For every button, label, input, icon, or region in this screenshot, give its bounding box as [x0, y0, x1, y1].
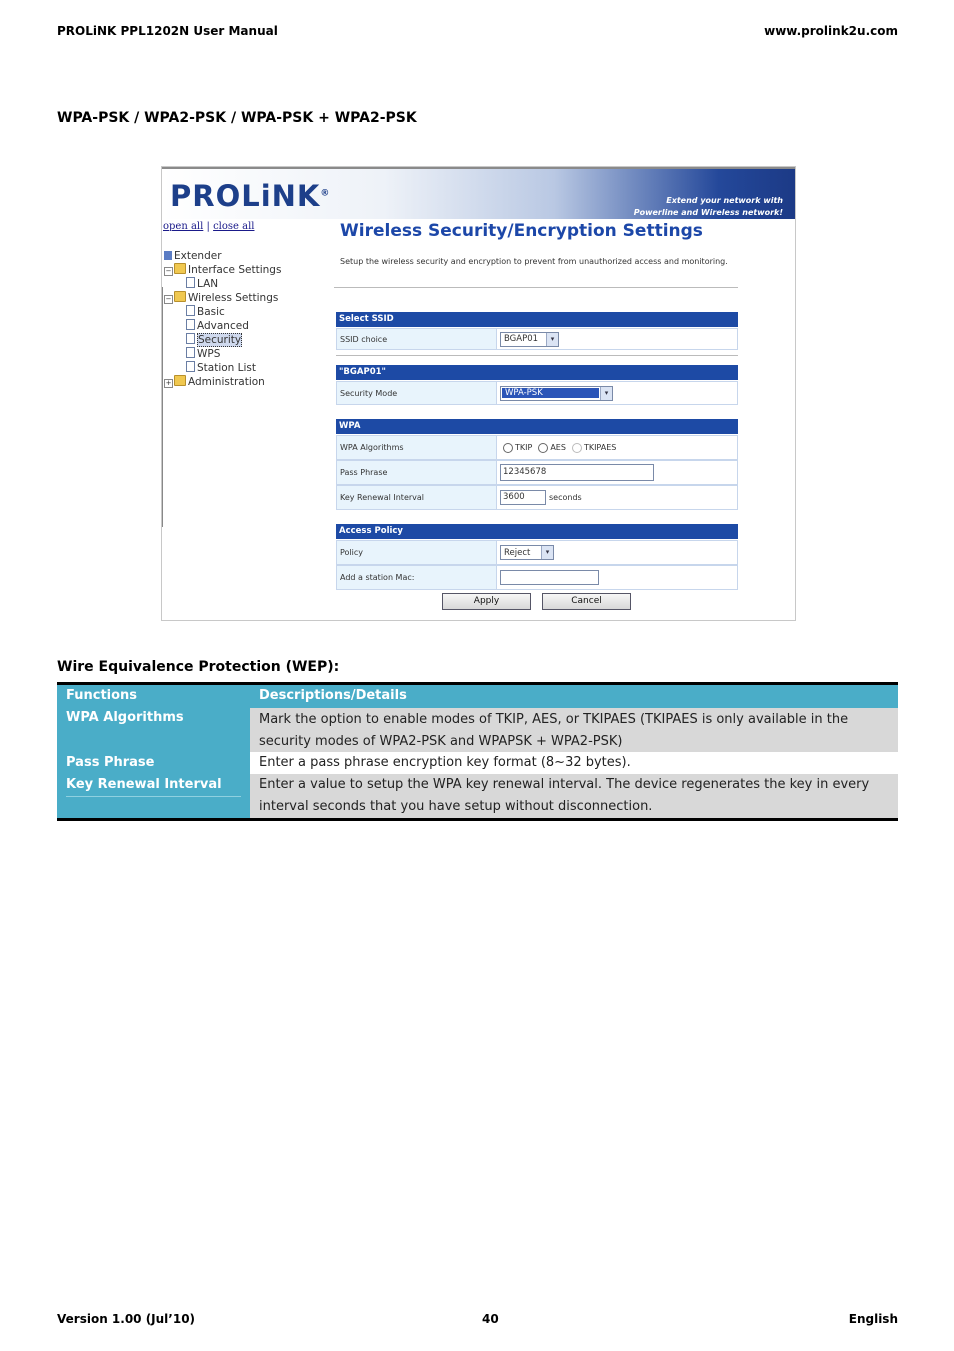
divider: [336, 355, 738, 356]
wpa-algorithms-label: WPA Algorithms: [337, 436, 497, 459]
table-bottom-rule: [57, 818, 898, 821]
table-row: [57, 774, 898, 818]
policy-row: [336, 540, 738, 565]
security-mode-value: WPA-PSK: [502, 388, 599, 398]
router-screenshot: [161, 166, 796, 621]
wpa-algorithms-row: [336, 435, 738, 460]
add-mac-input[interactable]: [500, 570, 599, 585]
access-policy-header: Access Policy: [336, 524, 738, 539]
add-mac-row: [336, 565, 738, 590]
nav-tree: [164, 249, 281, 389]
row-description: Mark the option to enable modes of TKIP, AES, or TKIPAES (TKIPAES is only available in the security modes of WPA2-PSK and WPAPSK + WPA2-PSK): [259, 712, 849, 749]
row-underline: [66, 796, 241, 797]
tree-item-lan[interactable]: [164, 277, 281, 291]
section-title: WPA-PSK / WPA2-PSK / WPA-PSK + WPA2-PSK: [57, 110, 417, 126]
ssid-choice-row: [336, 328, 738, 350]
add-mac-label: Add a station Mac:: [337, 566, 497, 589]
open-all-link[interactable]: open all: [163, 221, 204, 232]
tagline: [634, 195, 783, 219]
row-function-name: Key Renewal Interval: [66, 777, 222, 792]
tkipaes-label: TKIPAES: [583, 443, 617, 452]
chevron-down-icon: ▾: [541, 546, 553, 559]
row-description: Enter a value to setup the WPA key renewal interval. The device regenerates the key in every interval seconds that you have setup without disconnection.: [259, 777, 870, 814]
wep-title: Wire Equivalence Protection (WEP):: [57, 659, 340, 675]
security-mode-cell: [500, 382, 737, 404]
table-row: [57, 710, 898, 752]
page-title: Wireless Security/Encryption Settings: [340, 221, 703, 241]
prolink-logo: [170, 179, 330, 213]
divider: [334, 287, 738, 288]
tree-controls-divider: |: [206, 221, 210, 232]
tree-item-interface-settings[interactable]: [164, 263, 281, 277]
aes-label: AES: [550, 443, 566, 452]
ssid-choice-value: BGAP01: [504, 334, 539, 344]
page-icon: [186, 333, 195, 344]
expand-icon[interactable]: +: [165, 379, 172, 387]
tkip-radio[interactable]: [503, 443, 513, 453]
policy-select[interactable]: [500, 545, 554, 560]
table-header: [57, 685, 898, 708]
seconds-label: seconds: [549, 493, 582, 502]
policy-cell: [500, 541, 737, 564]
tree-item-administration[interactable]: [164, 375, 281, 389]
wpa-algorithms-cell: [500, 436, 737, 459]
table-row: [57, 752, 898, 774]
folder-icon: [174, 291, 186, 302]
page-icon: [186, 277, 195, 288]
pass-phrase-input[interactable]: 12345678: [500, 464, 654, 481]
pass-phrase-cell: [500, 461, 737, 484]
left-edge-line: [162, 287, 163, 527]
tree-label: Basic: [197, 306, 225, 318]
tree-label: Extender: [174, 250, 222, 262]
extender-icon: [164, 251, 172, 260]
banner-topline: [162, 167, 795, 169]
ssid-choice-label: SSID choice: [337, 329, 497, 349]
tree-label: Administration: [188, 376, 265, 388]
tree-item-station-list[interactable]: [164, 361, 281, 375]
row-function-name: WPA Algorithms: [66, 710, 184, 725]
wpa-header: WPA: [336, 419, 738, 434]
add-mac-cell: [500, 566, 737, 589]
cancel-button[interactable]: Cancel: [542, 593, 631, 610]
tree-label: Wireless Settings: [188, 292, 279, 304]
ssid-choice-select[interactable]: [500, 332, 559, 347]
tkipaes-radio[interactable]: [572, 443, 582, 453]
row-function-name: Pass Phrase: [66, 755, 155, 770]
tree-label: Interface Settings: [188, 264, 282, 276]
header-title: PROLiNK PPL1202N User Manual: [57, 24, 278, 38]
tree-label-selected: Security: [198, 334, 242, 346]
logo-mark: ®: [320, 188, 331, 199]
tree-controls: [163, 221, 254, 232]
row-description: Enter a pass phrase encryption key format (8~32 bytes).: [259, 755, 631, 770]
tree-item-security[interactable]: [164, 333, 281, 347]
collapse-icon[interactable]: −: [165, 267, 172, 275]
folder-icon: [174, 375, 186, 386]
close-all-link[interactable]: close all: [213, 221, 255, 232]
footer-language: English: [848, 1312, 898, 1326]
page-icon: [186, 347, 195, 358]
chevron-down-icon: ▾: [600, 387, 612, 400]
security-mode-label: Security Mode: [337, 382, 497, 404]
page-icon: [186, 319, 195, 330]
select-ssid-header: Select SSID: [336, 312, 738, 327]
apply-button[interactable]: Apply: [442, 593, 531, 610]
folder-icon: [174, 263, 186, 274]
column-header-functions: Functions: [66, 688, 138, 703]
tree-item-wps[interactable]: [164, 347, 281, 361]
tree-item-advanced[interactable]: [164, 319, 281, 333]
tree-label: Advanced: [197, 320, 249, 332]
chevron-down-icon: ▾: [546, 333, 558, 346]
page-icon: [186, 305, 195, 316]
page-description: Setup the wireless security and encryption to prevent from unauthorized access and monitoring.: [340, 257, 728, 266]
key-renewal-label: Key Renewal Interval: [337, 486, 497, 509]
page-number: 40: [482, 1312, 499, 1326]
logo-text: PROLiNK: [170, 179, 321, 213]
collapse-icon[interactable]: −: [165, 295, 172, 303]
tree-label: LAN: [197, 278, 219, 290]
pass-phrase-row: [336, 460, 738, 485]
ssid-choice-cell: [500, 329, 737, 349]
policy-label: Policy: [337, 541, 497, 564]
ssid-section-header: "BGAP01": [336, 365, 738, 380]
key-renewal-input[interactable]: 3600: [500, 490, 546, 505]
tree-label: WPS: [197, 348, 221, 360]
tree-label: Station List: [197, 362, 257, 374]
tree-item-extender[interactable]: [164, 249, 281, 263]
page-icon: [186, 361, 195, 372]
key-renewal-row: [336, 485, 738, 510]
functions-table: [57, 682, 898, 821]
pass-phrase-label: Pass Phrase: [337, 461, 497, 484]
tree-item-basic[interactable]: [164, 305, 281, 319]
column-header-descriptions: Descriptions/Details: [259, 688, 407, 703]
tagline-line-2: Powerline and Wireless network!: [633, 208, 783, 217]
key-renewal-cell: [500, 486, 737, 509]
header-url: www.prolink2u.com: [764, 24, 898, 38]
security-mode-select[interactable]: [500, 386, 613, 401]
security-mode-row: [336, 381, 738, 405]
tkip-label: TKIP: [515, 443, 533, 452]
footer-version: Version 1.00 (Jul’10): [57, 1312, 196, 1326]
policy-value: Reject: [504, 547, 531, 558]
aes-radio[interactable]: [538, 443, 548, 453]
tagline-line-1: Extend your network with: [666, 196, 783, 205]
tree-item-wireless-settings[interactable]: [164, 291, 281, 305]
